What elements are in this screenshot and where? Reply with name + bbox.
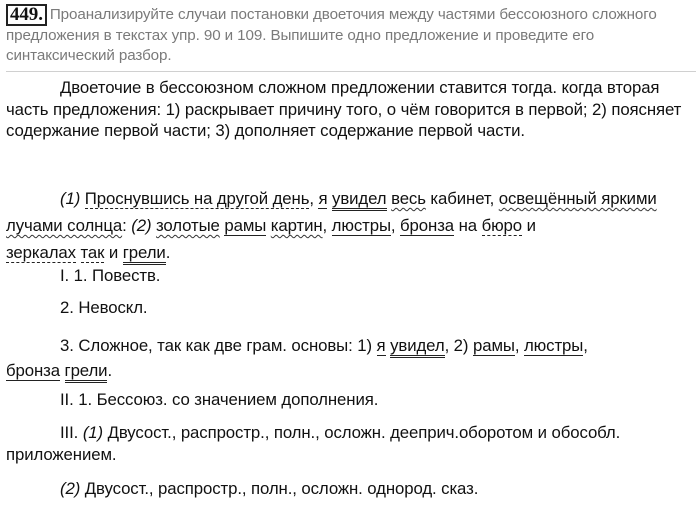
space <box>76 243 81 262</box>
punct: , <box>322 216 332 235</box>
analysis-line-4: II. 1. Бессоюз. со значением дополнения. <box>60 390 379 409</box>
attribute-kartin: картин <box>270 216 323 235</box>
attribute-zolotye: золотые <box>156 216 220 235</box>
space <box>60 361 65 380</box>
example-sentence <box>6 185 696 266</box>
punct: , <box>390 216 401 235</box>
clause-number-2: (2) <box>131 216 152 235</box>
analysis-line-3 <box>6 333 696 383</box>
subject-lyustry: люстры <box>523 336 584 355</box>
clause-number-1: (1) <box>60 189 81 208</box>
analysis-line-6 <box>6 478 696 500</box>
punct: , <box>583 336 588 355</box>
exercise-number: 449. <box>6 4 47 26</box>
rule-paragraph: Двоеточие в бессоюзном сложном предложении ставится тогда. когда вторая часть предложения: 1) раскрывает причину того, о чём говорится в первой; 2) поясняет содержание первой части; 3) дополняет содержание первой части. <box>6 78 682 140</box>
colon: : <box>122 216 132 235</box>
analysis-line-5 <box>6 422 696 465</box>
clause-number-2: (2) <box>60 479 81 498</box>
subject-bronza: бронза <box>6 361 60 380</box>
conjunction: и <box>104 243 123 262</box>
predicate-uvidel: увидел <box>390 336 444 358</box>
adverbial-tak: так <box>80 243 105 262</box>
punct: , <box>309 189 319 208</box>
punct: . <box>107 361 113 380</box>
subject-ya: я <box>376 336 386 355</box>
object-kabinet: кабинет, <box>425 189 499 208</box>
divider <box>6 71 696 72</box>
attribute-ves: весь <box>391 189 426 208</box>
adverbial-participle-phrase: Проснувшись на другой день <box>84 189 310 208</box>
analysis-text: 3. Сложное, так как две грам. основы: 1) <box>60 336 377 355</box>
subject-ramy: рамы <box>224 216 267 235</box>
predicate-uvidel: увидел <box>332 189 386 211</box>
subject-ya: я <box>318 189 328 208</box>
subject-ramy: рамы <box>472 336 515 355</box>
analysis-text: Двусост., распростр., полн., осложн. однород. сказ. <box>80 479 479 498</box>
preposition: на <box>454 216 482 235</box>
predicate-greli: грели <box>123 243 166 265</box>
exercise-task <box>6 4 698 66</box>
punct: , <box>514 336 524 355</box>
subject-bronza: бронза <box>400 216 455 235</box>
clause-number-1: (1) <box>82 423 104 442</box>
analysis-text: Двусост., распростр., полн., осложн. дееприч.оборотом и обособл. приложением. <box>6 423 621 464</box>
analysis-line-2: 2. Невоскл. <box>60 298 148 317</box>
participle-phrase: освещённый яркими лучами солнца <box>6 189 657 235</box>
adverbial-byuro: бюро <box>481 216 523 235</box>
punct: . <box>165 243 171 262</box>
subject-lyustry: люстры <box>331 216 391 235</box>
analysis-line-1: I. 1. Повеств. <box>60 266 161 285</box>
conjunction: и <box>522 216 536 235</box>
analysis-text: III. <box>60 423 83 442</box>
predicate-greli: грели <box>65 361 108 383</box>
exercise-instructions: Проанализируйте случаи постановки двоеточия между частями бессоюзного сложного предложения в текстах упр. 90 и 109. Выпишите одно предложение и проведите его синтаксический разбор. <box>6 6 657 64</box>
analysis-text: , 2) <box>444 336 473 355</box>
adverbial-zerkalah: зеркалах <box>6 243 76 262</box>
